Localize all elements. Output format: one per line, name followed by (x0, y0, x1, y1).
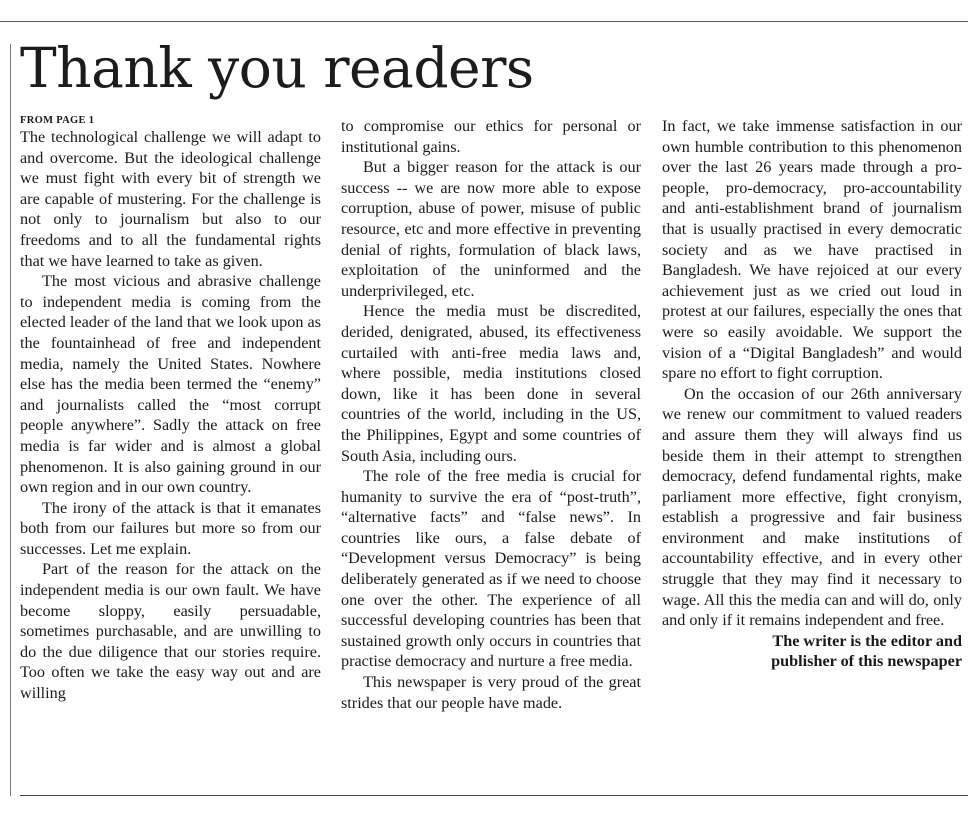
bottom-rule (20, 795, 968, 796)
paragraph: The most vicious and abrasive challenge to independent media is coming from the elected leader of the land that we look upon as the fountainhead of free and independent media, namely the United States. Nowhere else has the media been termed the “enemy” and journalists called the “most corrupt people anywhere”. Sadly the attack on free media is far wider and is almost a global phenomenon. It is also gaining ground in our own region and in our own country. (20, 272, 321, 497)
paragraph: The technological challenge we will adapt to and overcome. But the ideological challenge we must fight with every bit of strength we are capable of mustering. For the challenge is not only to journalism but also to our freedoms and to all the fundamental rights that we have learned to take as given. (20, 128, 321, 270)
paragraph: On the occasion of our 26th anniversary we renew our commitment to valued readers and assure them they will always find us beside them in their attempt to strengthen democracy, defend fundamental rights, make parliament more effective, fight cronyism, establish a progressive and fair business environment and make institutions of accountability effective, and in every other struggle that they may find it necessary to wage. All this the media can and will do, only and only if it remains independent and free. (662, 384, 962, 630)
left-rule (10, 44, 11, 796)
byline-line-2: publisher of this newspaper (771, 652, 962, 671)
byline (662, 631, 962, 672)
article-column-3 (662, 116, 962, 672)
headline: Thank you readers (20, 36, 534, 100)
byline-line-1: The writer is the editor and (772, 631, 962, 650)
paragraph: The irony of the attack is that it emanates both from our failures but more so from our successes. Let me explain. (20, 498, 321, 558)
paragraph: to compromise our ethics for personal or institutional gains. (341, 117, 641, 156)
article-column-1 (20, 114, 321, 704)
paragraph: This newspaper is very proud of the great strides that our people have made. (341, 673, 641, 712)
paragraph: But a bigger reason for the attack is our success -- we are now more able to expose corruption, abuse of power, misuse of public resource, etc and more effective in preventing denial of rights, formulation of black laws, exploitation of the uninformed and the underprivileged, etc. (341, 158, 641, 300)
paragraph: Hence the media must be discredited, derided, denigrated, abused, its effectiveness curtailed with anti-free media laws and, where possible, media institutions closed down, like it has been done in several countries of the world, including in the US, the Philippines, Egypt and some countries of South Asia, including ours. (341, 302, 641, 465)
top-rule (0, 21, 968, 22)
paragraph: In fact, we take immense satisfaction in our own humble contribution to this phenomenon over the last 26 years made through a pro-people, pro-democracy, pro-accountability and anti-establishment brand of journalism that is usually practised in every democratic society and as we have practised in Bangladesh. We have rejoiced at our every achievement just as we cried out loud in protest at our failures, especially the ones that were so easily avoidable. We support the vision of a “Digital Bangladesh” and would spare no effort to fight corruption. (662, 117, 962, 383)
paragraph: Part of the reason for the attack on the independent media is our own fault. We have become sloppy, easily persuadable, sometimes purchasable, and are unwilling to do the due diligence that our stories require. Too often we take the easy way out and are willing (20, 560, 321, 703)
paragraph: The role of the free media is crucial for humanity to survive the era of “post-truth”, “alternative facts” and “false news”. In countries like ours, a false debate of “Development versus Democracy” is being deliberately generated as if we need to choose one over the other. The experience of all successful developing countries has been that sustained growth only occurs in countries that practise democracy and nurture a free media. (341, 467, 641, 671)
article-column-2 (341, 116, 641, 713)
kicker: FROM PAGE 1 (20, 115, 95, 126)
